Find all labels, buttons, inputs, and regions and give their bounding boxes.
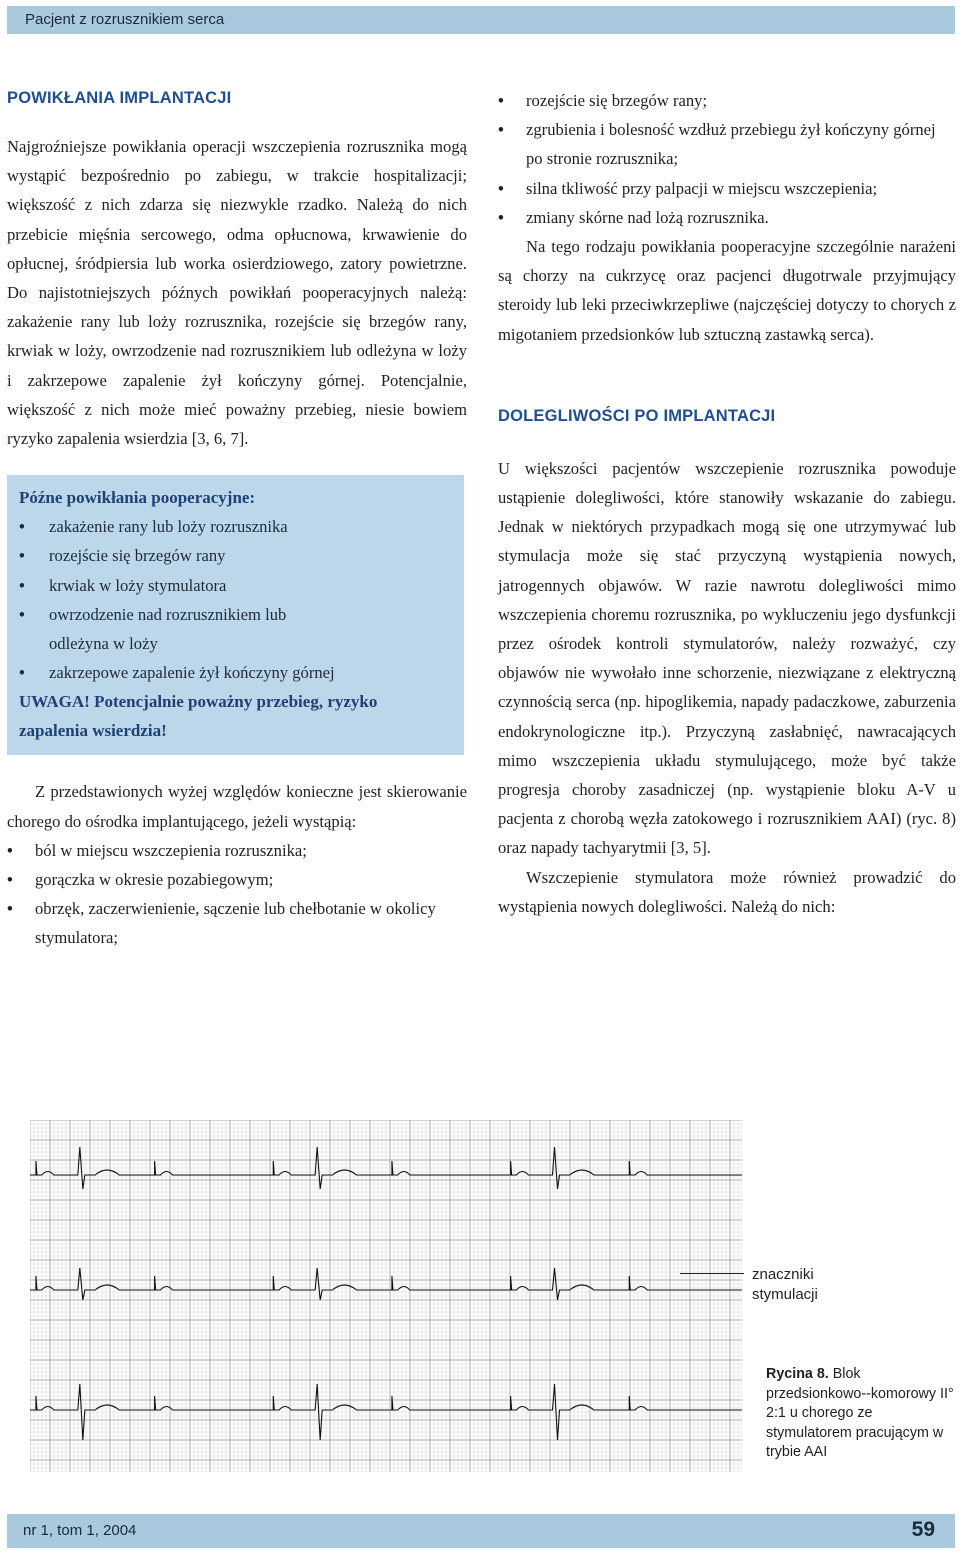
section-heading-symptoms: DOLEGLIWOŚCI PO IMPLANTACJI — [498, 406, 776, 425]
box-list-item: • zakażenie rany lub loży rozrusznika — [19, 512, 452, 541]
box-title: Późne powikłania pooperacyjne: — [19, 488, 256, 508]
ecg-strip — [30, 1120, 742, 1472]
list-item: • ból w miejscu wszczepienia rozrusznika; — [7, 836, 467, 865]
bullet-icon: • — [19, 546, 25, 566]
box-list-item: • zakrzepowe zapalenie żył kończyny górnej — [19, 658, 452, 687]
bullet-icon: • — [498, 91, 504, 110]
section-heading-complications: POWIKŁANIA IMPLANTACJI — [7, 89, 232, 107]
bullet-icon: • — [19, 517, 25, 537]
right-column — [498, 86, 956, 921]
pacing-markers-label: znaczniki stymulacji — [752, 1266, 818, 1303]
issue-info: nr 1, tom 1, 2004 — [23, 1522, 137, 1539]
page-number: 59 — [911, 1518, 935, 1541]
box-list-item: • owrzodzenie nad rozrusznikiem lub odleżyna w loży — [19, 600, 339, 658]
new-complaints-paragraph: Wszczepienie stymulatora może również prowadzić do wystąpienia nowych dolegliwości. Należą do nich: — [498, 867, 956, 916]
bullet-icon: • — [498, 120, 504, 140]
list-item: • obrzęk, zaczerwienienie, sączenie lub chełbotanie w okolicy stymulatora; — [7, 894, 467, 952]
caption-label: Rycina 8. — [766, 1366, 829, 1382]
bullet-icon: • — [19, 575, 25, 595]
list-item: • silna tkliwość przy palpacji w miejscu wszczepienia; — [498, 174, 956, 203]
list-item: • gorączka w okresie pozabiegowym; — [7, 865, 467, 894]
bullet-icon: • — [498, 178, 504, 198]
late-complications-box — [7, 475, 464, 755]
list-item: • zgrubienia i bolesność wzdłuż przebiegu żył kończyny górnej po stronie rozrusznika; — [498, 115, 956, 173]
list-item: • zmiany skórne nad lożą rozrusznika. — [498, 203, 956, 232]
pacing-marker-pointer — [680, 1273, 744, 1274]
bullet-icon: • — [19, 663, 25, 683]
intro-paragraph: Najgroźniejsze powikłania operacji wszczepienia rozrusznika mogą wystąpić bezpośrednio po zabiegu, w trakcie hospitalizacji; większość z nich zdarza się niezwykle rzadko. Należą do nich przebicie mięśnia sercowego, odma opłucnowa, krwawienie do opłucnej, śródpiersia lub worka osierdziowego, zatory powietrzne. Do najistotniejszych późnych powikłań pooperacyjnych należą: zakażenie rany lub loży rozrusznika, rozejście się brzegów rany, krwiak w loży, owrzodzenie nad rozrusznikiem lub odleżyna w loży i zakrzepowe zapalenie żył kończyny górnej. Potencjalnie, większość z nich może mieć poważny przebieg, niesie bowiem ryzyko zapalenia wsierdzia [3, 6, 7]. — [7, 137, 467, 449]
risk-groups-paragraph: Na tego rodzaju powikłania pooperacyjne szczególnie narażeni są chorzy na cukrzycę oraz pacjenci długotrwale przyjmujący steroidy lub leki przeciwkrzepliwe (najczęściej dotyczy to chorych z migotaniem przedsionków lub sztuczną zastawką serca). — [498, 237, 956, 344]
running-footer — [7, 1514, 955, 1548]
symptom-list-left — [7, 836, 467, 953]
bullet-icon: • — [7, 870, 13, 890]
referral-paragraph: Z przedstawionych wyżej względów konieczne jest skierowanie chorego do ośrodka implantującego, jeżeli wystąpią: — [7, 782, 467, 831]
box-list-item: • krwiak w loży stymulatora — [19, 571, 452, 600]
bullet-icon: • — [7, 840, 13, 860]
box-list-item: • rozejście się brzegów rany — [19, 541, 452, 570]
box-warning: UWAGA! Potencjalnie poważny przebieg, ryzyko zapalenia wsierdzia! — [19, 692, 378, 741]
left-column — [7, 86, 467, 953]
bullet-icon: • — [7, 899, 13, 919]
list-item: • rozejście się brzegów rany; — [498, 86, 956, 115]
symptom-list-right — [498, 86, 956, 232]
bullet-icon: • — [498, 207, 504, 227]
symptoms-paragraph: U większości pacjentów wszczepienie rozrusznika powoduje ustąpienie dolegliwości, które stanowiły wskazanie do zabiegu. Jednak w niektórych przypadkach mogą się one utrzymywać lub stymulacja może się stać przyczyną wystąpienia nowych, jatrogennych objawów. W razie nawrotu dolegliwości mimo wszczepienia choremu rozrusznika, po wykluczeniu jego dysfunkcji przez ośrodek kontroli stymulatorów, należy rozważyć, czy objawów nie wywołało inne schorzenie, niezwiązane z elektryczną czynnością serca (np. hipoglikemia, napady padaczkowe, zaburzenia endokrynologiczne itp.). Przyczyną zasłabnięć, nawracających mimo wszczepienia układu stymulującego, może być także progresja choroby zasadniczej (np. wystąpienie bloku A-V u pacjenta z chorobą węzła zatokowego i rozrusznikiem AAI) (ryc. 8) oraz napady tachyarytmii [3, 5]. — [498, 458, 956, 858]
caption-text: Blok przedsionkowo--komorowy II° 2:1 u chorego ze stymulatorem pracującym w trybie AAI — [766, 1366, 954, 1461]
ecg-figure — [30, 1120, 742, 1472]
running-header-title: Pacjent z rozrusznikiem serca — [25, 11, 225, 28]
running-header — [7, 6, 955, 34]
bullet-icon: • — [19, 604, 25, 624]
figure-caption — [766, 1365, 956, 1463]
